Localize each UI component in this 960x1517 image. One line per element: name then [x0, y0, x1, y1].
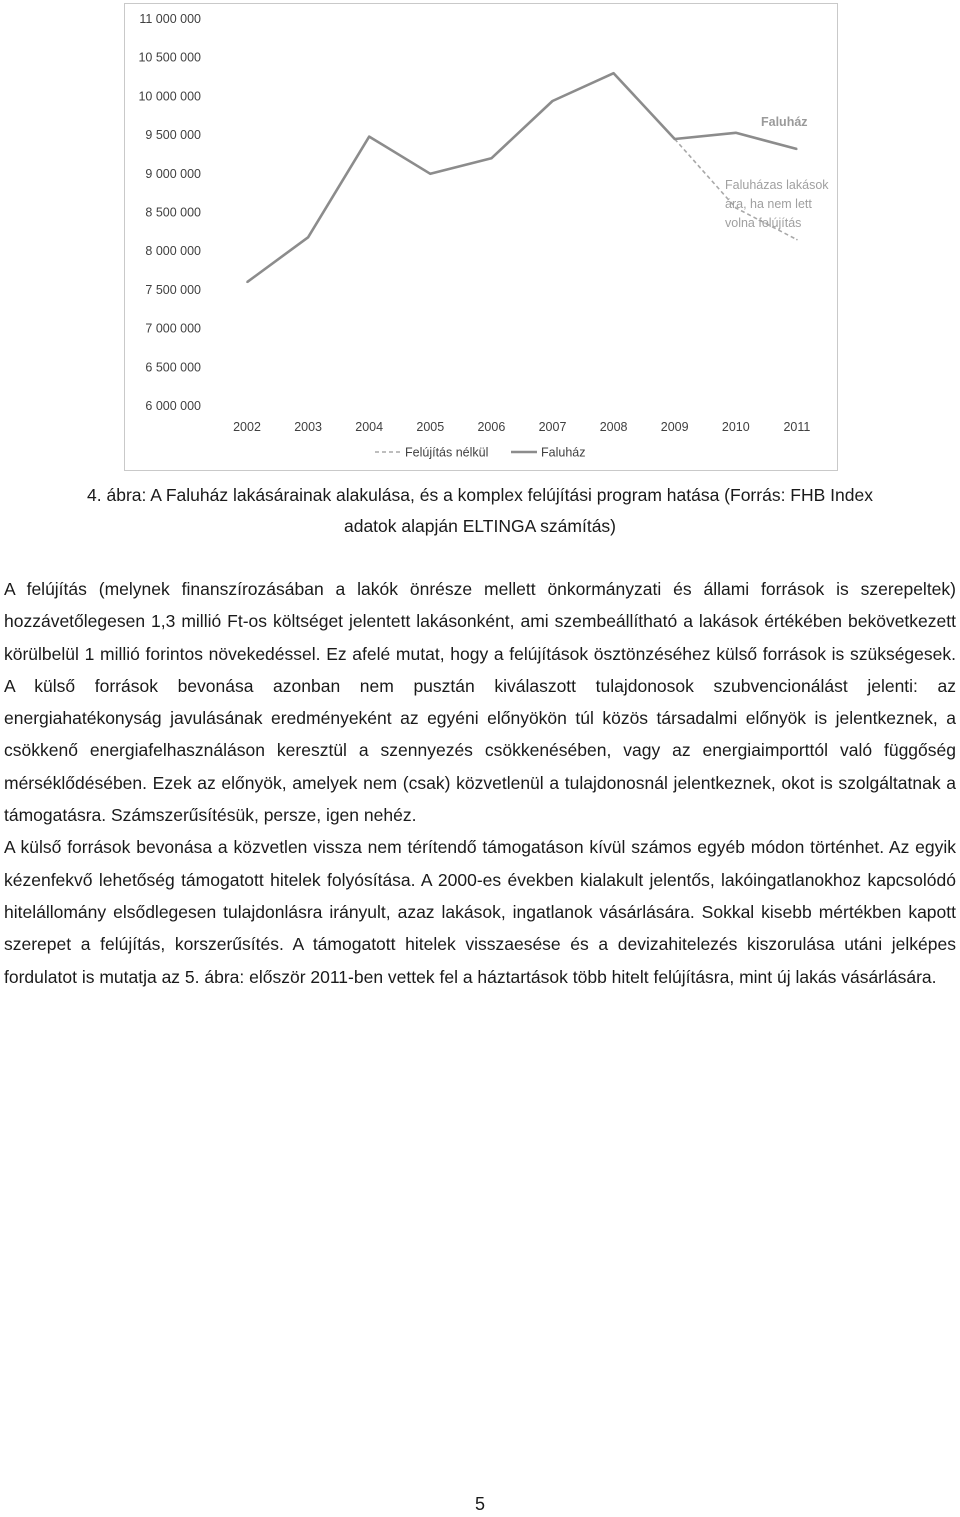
price-chart	[124, 3, 838, 471]
annotation-felujitas-nelkul-line: Faluházas lakások	[725, 178, 829, 192]
figure-caption	[0, 480, 960, 542]
legend-label: Felújítás nélkül	[405, 445, 489, 460]
y-tick-label: 9 500 000	[145, 128, 201, 143]
chart-plot	[125, 4, 839, 472]
data-point	[735, 132, 737, 134]
annotation-felujitas-nelkul-line: volna felújítás	[725, 216, 802, 230]
x-tick-label: 2010	[721, 420, 750, 434]
x-tick-label: 2005	[416, 420, 445, 434]
data-point	[552, 100, 554, 102]
data-point	[368, 136, 370, 138]
x-tick-label: 2008	[599, 420, 628, 434]
x-tick-label: 2003	[294, 420, 323, 434]
data-point	[674, 138, 676, 140]
legend-label: Faluház	[541, 445, 586, 460]
x-tick-label: 2009	[660, 420, 689, 434]
data-point	[430, 173, 432, 175]
x-tick-label: 2002	[233, 420, 261, 434]
paragraph-2: A külső források bevonása a közvetlen vissza nem térítendő támogatáson kívül számos egyéb módon történhet. Az egyik kézenfekvő lehetőség támogatott hitelek folyósítása. A 2000-es években kialakult jelentős, lakóingatlanokhoz kapcsolódó hitelállomány elsődlegesen tulajdonlásra irányult, azaz lakások, ingatlanok vásárlására. Sokkal kisebb mértékben kapott szerepet a felújítás, korszerűsítés. A támogatott hitelek visszaesése és a devizahitelezés kiszorulása utáni jelképes fordulatot is mutatja az 5. ábra: először 2011-ben vettek fel a háztartások több hitelt felújításra, mint új lakás vásárlására.	[4, 837, 956, 987]
y-tick-label: 6 500 000	[145, 360, 201, 375]
data-point	[491, 158, 493, 160]
y-tick-label: 8 000 000	[145, 244, 201, 259]
data-point	[613, 72, 615, 74]
x-tick-label: 2011	[783, 420, 811, 434]
data-point	[796, 148, 798, 150]
data-point	[796, 239, 798, 241]
annotation-faluhaz: Faluház	[761, 115, 808, 129]
data-point	[307, 236, 309, 238]
y-tick-label: 8 500 000	[145, 205, 201, 220]
caption-line-1: 4. ábra: A Faluház lakásárainak alakulása, és a komplex felújítási program hatása (Forrás: FHB Index	[87, 485, 873, 505]
y-tick-label: 9 000 000	[145, 166, 201, 181]
y-tick-label: 11 000 000	[139, 12, 201, 26]
y-tick-label: 7 500 000	[145, 282, 201, 297]
x-tick-label: 2004	[355, 420, 384, 434]
body-text	[4, 573, 956, 993]
series-line-faluhaz	[247, 73, 797, 282]
annotation-felujitas-nelkul-line: ára, ha nem lett	[725, 197, 812, 211]
y-tick-label: 6 000 000	[145, 399, 201, 413]
paragraph-1: A felújítás (melynek finanszírozásában a lakók önrésze mellett önkormányzati és állami források is szerepeltek) hozzávetőlegesen 1,3 millió Ft-os költséget jelentett lakásonként, ami szembeállítható a lakások értékében bekövetkezett körülbelül 1 millió forintos növekedéssel. Ez afelé mutat, hogy a felújítások ösztönzéséhez külső források is szükségesek. A külső források bevonása azonban nem pusztán kiválaszott tulajdonosok szubvencionálást jelenti: az energiahatékonyság javulásának eredményeként az egyéni előnyökön túl közös társadalmi előnyök is jelentkeznek, a csökkenő energiafelhasználáson keresztül a szennyezés csökkenésében, vagy az energiaimporttól való függőség mérséklődésében. Ezek az előnyök, amelyek nem (csak) közvetlenül a tulajdonosnál jelentkeznek, okot is szolgáltatnak a támogatásra. Számszerűsítésük, persze, igen nehéz.	[4, 579, 956, 826]
y-tick-label: 10 500 000	[138, 50, 201, 65]
caption-line-2: adatok alapján ELTINGA számítás)	[343, 516, 617, 536]
x-tick-label: 2006	[477, 420, 506, 434]
page-number: 5	[474, 1494, 485, 1514]
y-tick-label: 10 000 000	[138, 89, 201, 104]
y-tick-label: 7 000 000	[145, 321, 201, 336]
data-point	[246, 281, 248, 283]
x-tick-label: 2007	[538, 420, 567, 434]
